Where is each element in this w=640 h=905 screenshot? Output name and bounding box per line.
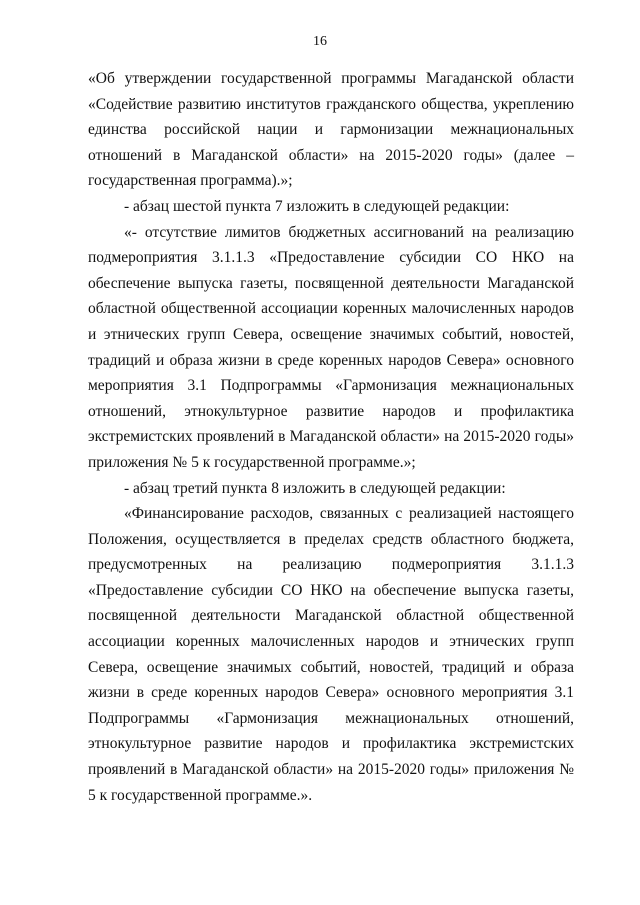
- paragraph-clause-7-text: «- отсутствие лимитов бюджетных ассигнований на реализацию подмероприятия 3.1.1.3 «Предоставление субсидии СО НКО на обеспечение выпуска газеты, посвященной деятельности Магаданской областной общественной ассоциации коренных малочисленных народов и этнических групп Севера, освещение значимых событий, новостей, традиций и образа жизни в среде коренных народов Севера» основного мероприятия 3.1 Подпрограммы «Гармонизация межнациональных отношений, этнокультурное развитие народов и профилактика экстремистских проявлений в Магаданской области» на 2015-2020 годы» приложения № 5 к государственной программе.»;: [88, 223, 574, 471]
- page-number: 16: [313, 34, 327, 49]
- paragraph-amend-clause-7: - абзац шестой пункта 7 изложить в следующей редакции:: [124, 197, 510, 215]
- paragraph-clause-8-text: «Финансирование расходов, связанных с реализацией настоящего Положения, осуществляется в пределах средств областного бюджета, предусмотренных на реализацию подмероприятия 3.1.1.3 «Предоставление субсидии СО НКО на обеспечение выпуска газеты, посвященной деятельности Магаданской областной общественной ассоциации коренных малочисленных народов и этнических групп Севера, освещение значимых событий, новостей, традиций и образа жизни в среде коренных народов Севера» основного мероприятия 3.1 Подпрограммы «Гармонизация межнациональных отношений, этнокультурное развитие народов и профилактика экстремистских проявлений в Магаданской области» на 2015-2020 годы» приложения № 5 к государственной программе.».: [88, 505, 574, 804]
- paragraph-amend-clause-8: - абзац третий пункта 8 изложить в следующей редакции:: [124, 479, 506, 497]
- paragraph-program-title: «Об утверждении государственной программы Магаданской области «Содействие развитию институтов гражданского общества, укреплению единства российской нации и гармонизации межнациональных отношений в Магаданской области» на 2015-2020 годы» (далее – государственная программа).»;: [88, 70, 574, 190]
- document-body: [88, 66, 574, 808]
